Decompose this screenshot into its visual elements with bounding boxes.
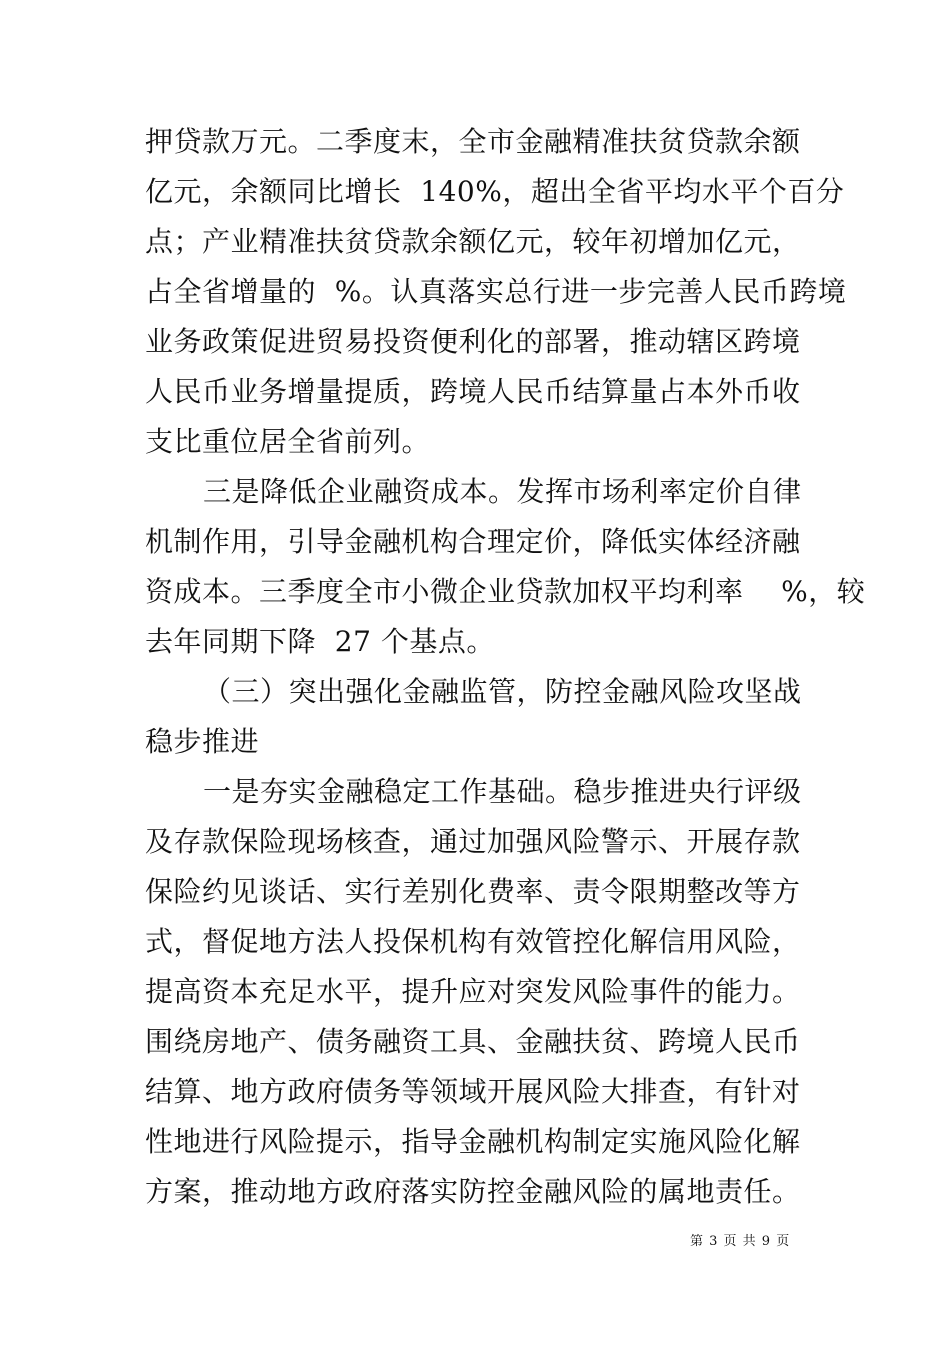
text-line: 押贷款万元。二季度末，全市金融精准扶贫贷款余额 bbox=[145, 125, 801, 158]
text-line: 性地进行风险提示，指导金融机构制定实施风险化解 bbox=[145, 1125, 801, 1158]
paragraph-first-line: 三是降低企业融资成本。发挥市场利率定价自律 bbox=[203, 475, 802, 508]
text-line: 亿元，余额同比增长 140%，超出全省平均水平个百分 bbox=[145, 175, 845, 208]
text-line: 提高资本充足水平，提升应对突发风险事件的能力。 bbox=[145, 975, 801, 1008]
text-line: 业务政策促进贸易投资便利化的部署，推动辖区跨境 bbox=[145, 325, 801, 358]
text-line: 去年同期下降 27 个基点。 bbox=[145, 625, 495, 658]
text-line: 围绕房地产、债务融资工具、金融扶贫、跨境人民币 bbox=[145, 1025, 801, 1058]
text-line: 及存款保险现场核查，通过加强风险警示、开展存款 bbox=[145, 825, 801, 858]
text-line: 式，督促地方法人投保机构有效管控化解信用风险， bbox=[145, 925, 801, 958]
text-line: 资成本。三季度全市小微企业贷款加权平均利率 %，较 bbox=[145, 575, 866, 608]
text-line: 占全省增量的 %。认真落实总行进一步完善人民币跨境 bbox=[145, 275, 847, 308]
section-heading-continued: 稳步推进 bbox=[145, 725, 260, 758]
text-line: 保险约见谈话、实行差别化费率、责令限期整改等方 bbox=[145, 875, 801, 908]
text-line: 机制作用，引导金融机构合理定价，降低实体经济融 bbox=[145, 525, 801, 558]
text-line: 支比重位居全省前列。 bbox=[145, 425, 431, 458]
paragraph-first-line: 一是夯实金融稳定工作基础。稳步推进央行评级 bbox=[203, 775, 802, 808]
text-line: 人民币业务增量提质，跨境人民币结算量占本外币收 bbox=[145, 375, 801, 408]
section-heading: （三）突出强化金融监管，防控金融风险攻坚战 bbox=[203, 675, 802, 708]
text-line: 方案，推动地方政府落实防控金融风险的属地责任。 bbox=[145, 1175, 801, 1208]
text-line: 结算、地方政府债务等领域开展风险大排查，有针对 bbox=[145, 1075, 801, 1108]
page-number: 第 3 页 共 9 页 bbox=[690, 1234, 791, 1249]
text-line: 点；产业精准扶贫贷款余额亿元，较年初增加亿元， bbox=[145, 225, 801, 258]
